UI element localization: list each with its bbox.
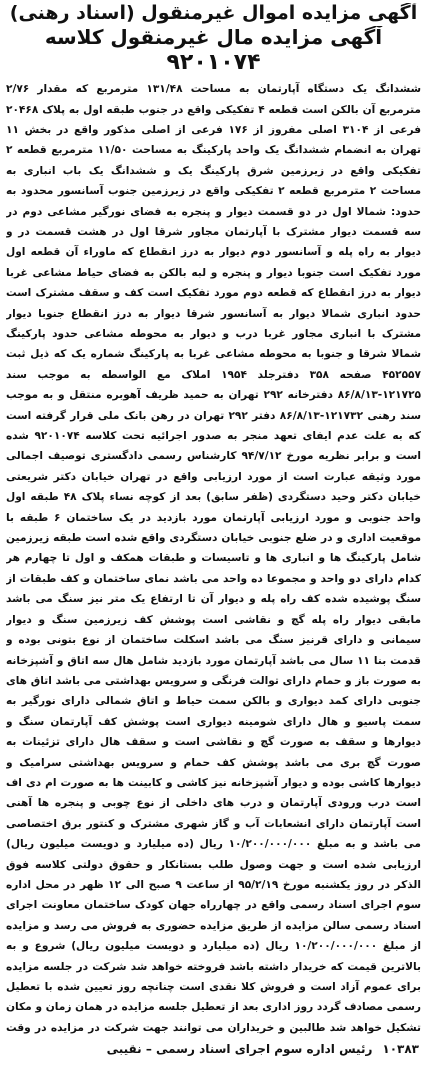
signature-line: رئیس اداره سوم اجرای اسناد رسمی – نقیبی	[106, 1042, 373, 1056]
notice-code: ۱۰۳۸۳	[382, 1042, 419, 1056]
notice-title: آگهی مزایده اموال غیرمنقول (اسناد رهنی)	[9, 3, 418, 24]
notice-footer	[8, 1038, 419, 1060]
notice-body-text: ششدانگ یک دستگاه آپارتمان به مساحت ۱۳۱/۴۸ مترمربع که مقدار ۲/۷۶ مترمربع آن بالکن است قطعه ۴ تفکیکی واقع در جنوب طبقه اول به پلاک ۲۰۴۶۸ فرعی از ۳۱۰۴ اصلی مفروز از ۱۷۶ فرعی از اصلی مذکور واقع در بخش ۱۱ تهران به انضمام ششدانگ یک واحد پارکینگ به مساحت ۱۱/۵۰ مترمربع قطعه ۲ تفکیکی واقع در زیرزمین شرق پارکینگ یک و ششدانگ یک باب انباری به مساحت ۲ مترمربع قطعه ۲ تفکیکی واقع در زیرزمین جنوب آسانسور محدود به حدود: شمالا اول در دو قسمت دیوار و پنجره به فضای نورگیر مشاعی دوم در سه قسمت دیوار مشترک با آپارتمان مجاور شرقا اول در هشت قسمت در و دیوار به راه پله و آسانسور دوم دیوار به درز انقطاع که ماوراء آن قطعه اول مورد تفکیک است جنوبا دیوار و پنجره و لبه بالکن به فضای حیاط مشاعی غربا دیوار به درز انقطاع که قطعه دوم مورد تفکیک است کف و سقف مشترک است حدود انباری شمالا دیوار به آسانسور شرقا دیوار به درز انقطاع جنوبا دیوار مشترک با انباری مجاور غربا درب و دیوار به محوطه مشاعی حدود پارکینگ شمالا شرقا و جنوبا به محوطه مشاعی غربا به پارکینگ شماره یک که ذیل ثبت ۴۵۲۵۵۷ صفحه ۳۵۸ دفترجلد ۱۹۵۴ املاک مع الواسطه به موجب سند ۱۲۱۷۲۵-۸۶/۸/۱۳ دفترخانه ۲۹۲ تهران به حمید ظریف آهوبره منتقل و به موجب سند رهنی ۱۲۱۷۳۲-۸۶/۸/۱۳ دفتر ۲۹۲ تهران در رهن بانک ملی قرار گرفته است که به علت عدم ایفای تعهد منجر به صدور اجرائیه تحت کلاسه ۹۲۰۱۰۷۴ شده است و برابر نظریه مورخ ۹۴/۷/۱۲ کارشناس رسمی دادگستری توصیف اجمالی مورد وثیقه عبارت است از مورد ارزیابی واقع در تهران خیابان دکتر شریعتی خیابان دکتر وحید دستگردی (ظفر سابق) بعد از کوچه نساء پلاک ۴۸ طبقه اول واحد جنوبی و مورد ارزیابی آپارتمان مورد بازدید در یک ساختمان ۶ طبقه با موقعیت اداری و در ضلع جنوبی خیابان دستگردی واقع شده است طبقه زیرزمین شامل پارکینگ ها و انباری ها و تاسیسات و طبقات همکف و اول تا چهارم هر کدام دارای دو واحد و مجموعا ده واحد می باشد نمای ساختمان و کف طبقات از سنگ پوشیده شده کف راه پله و دیوار آن تا ارتفاع یک متر نیز سنگ می باشد مابقی دیوار راه پله گچ و نقاشی است پوشش کف زیرزمین سنگ و دیوار سیمانی و دارای قرنیز سنگ می باشد اسکلت ساختمان از نوع بتونی بوده و قدمت بنا ۱۱ سال می باشد آپارتمان مورد بازدید شامل هال سه اتاق و آشپزخانه به صورت باز و حمام دارای توالت فرنگی و سرویس بهداشتی می باشد اتاق های جنوبی دارای کمد دیواری و بالکن سمت حیاط و اتاق شمالی دارای نورگیر به سمت پاسیو و هال دارای شومینه دیواری است پوشش کف آپارتمان سنگ و دیوارها و سقف به صورت گچ و نقاشی است و سقف هال دارای تزئینات به صورت گچ بری می باشد پوشش کف حمام و سرویس بهداشتی سرامیک و دیوارها کاشی بوده و دیوار آشپزخانه نیز کاشی و کابینت ها به صورت ام دی اف است درب ورودی آپارتمان و درب های داخلی از نوع چوبی و پنجره ها آهنی است آپارتمان دارای انشعابات آب و گاز شهری مشترک و کنتور برق اختصاصی می باشد و به مبلغ ۱۰/۲۰۰/۰۰۰/۰۰۰ ریال (ده میلیارد و دویست میلیون ریال) ارزیابی شده است و جهت وصول طلب بستانکار و حقوق دولتی کلاسه فوق الذکر در روز یکشنبه مورخ ۹۵/۲/۱۹ از ساعت ۹ صبح الی ۱۲ ظهر در محل اداره سوم اجرای اسناد رسمی واقع در چهارراه جهان کودک ساختمان معاونت اجرای اسناد رسمی سالن مزایده از طریق مزایده حضوری به فروش می رسد و مزایده از مبلغ ۱۰/۲۰۰/۰۰۰/۰۰۰ ریال (ده میلیارد و دویست میلیون ریال) شروع و به بالاترین قیمت که خریدار داشته باشد فروخته خواهد شد شرکت در جلسه مزایده برای عموم آزاد است و فروش کلا نقدی است چنانچه روز تعیین شده با تعطیل رسمی مصادف گردد روز اداری بعد از تعطیل جلسه مزایده در همان زمان و مکان تشکیل خواهد شد طالبین و خریداران می توانند جهت شرکت در مزایده در وقت	[6, 83, 421, 1034]
case-number: ۹۲۰۱۰۷۴	[166, 49, 261, 75]
notice-subtitle: آگهی مزایده مال غیرمنقول کلاسه	[44, 25, 383, 49]
